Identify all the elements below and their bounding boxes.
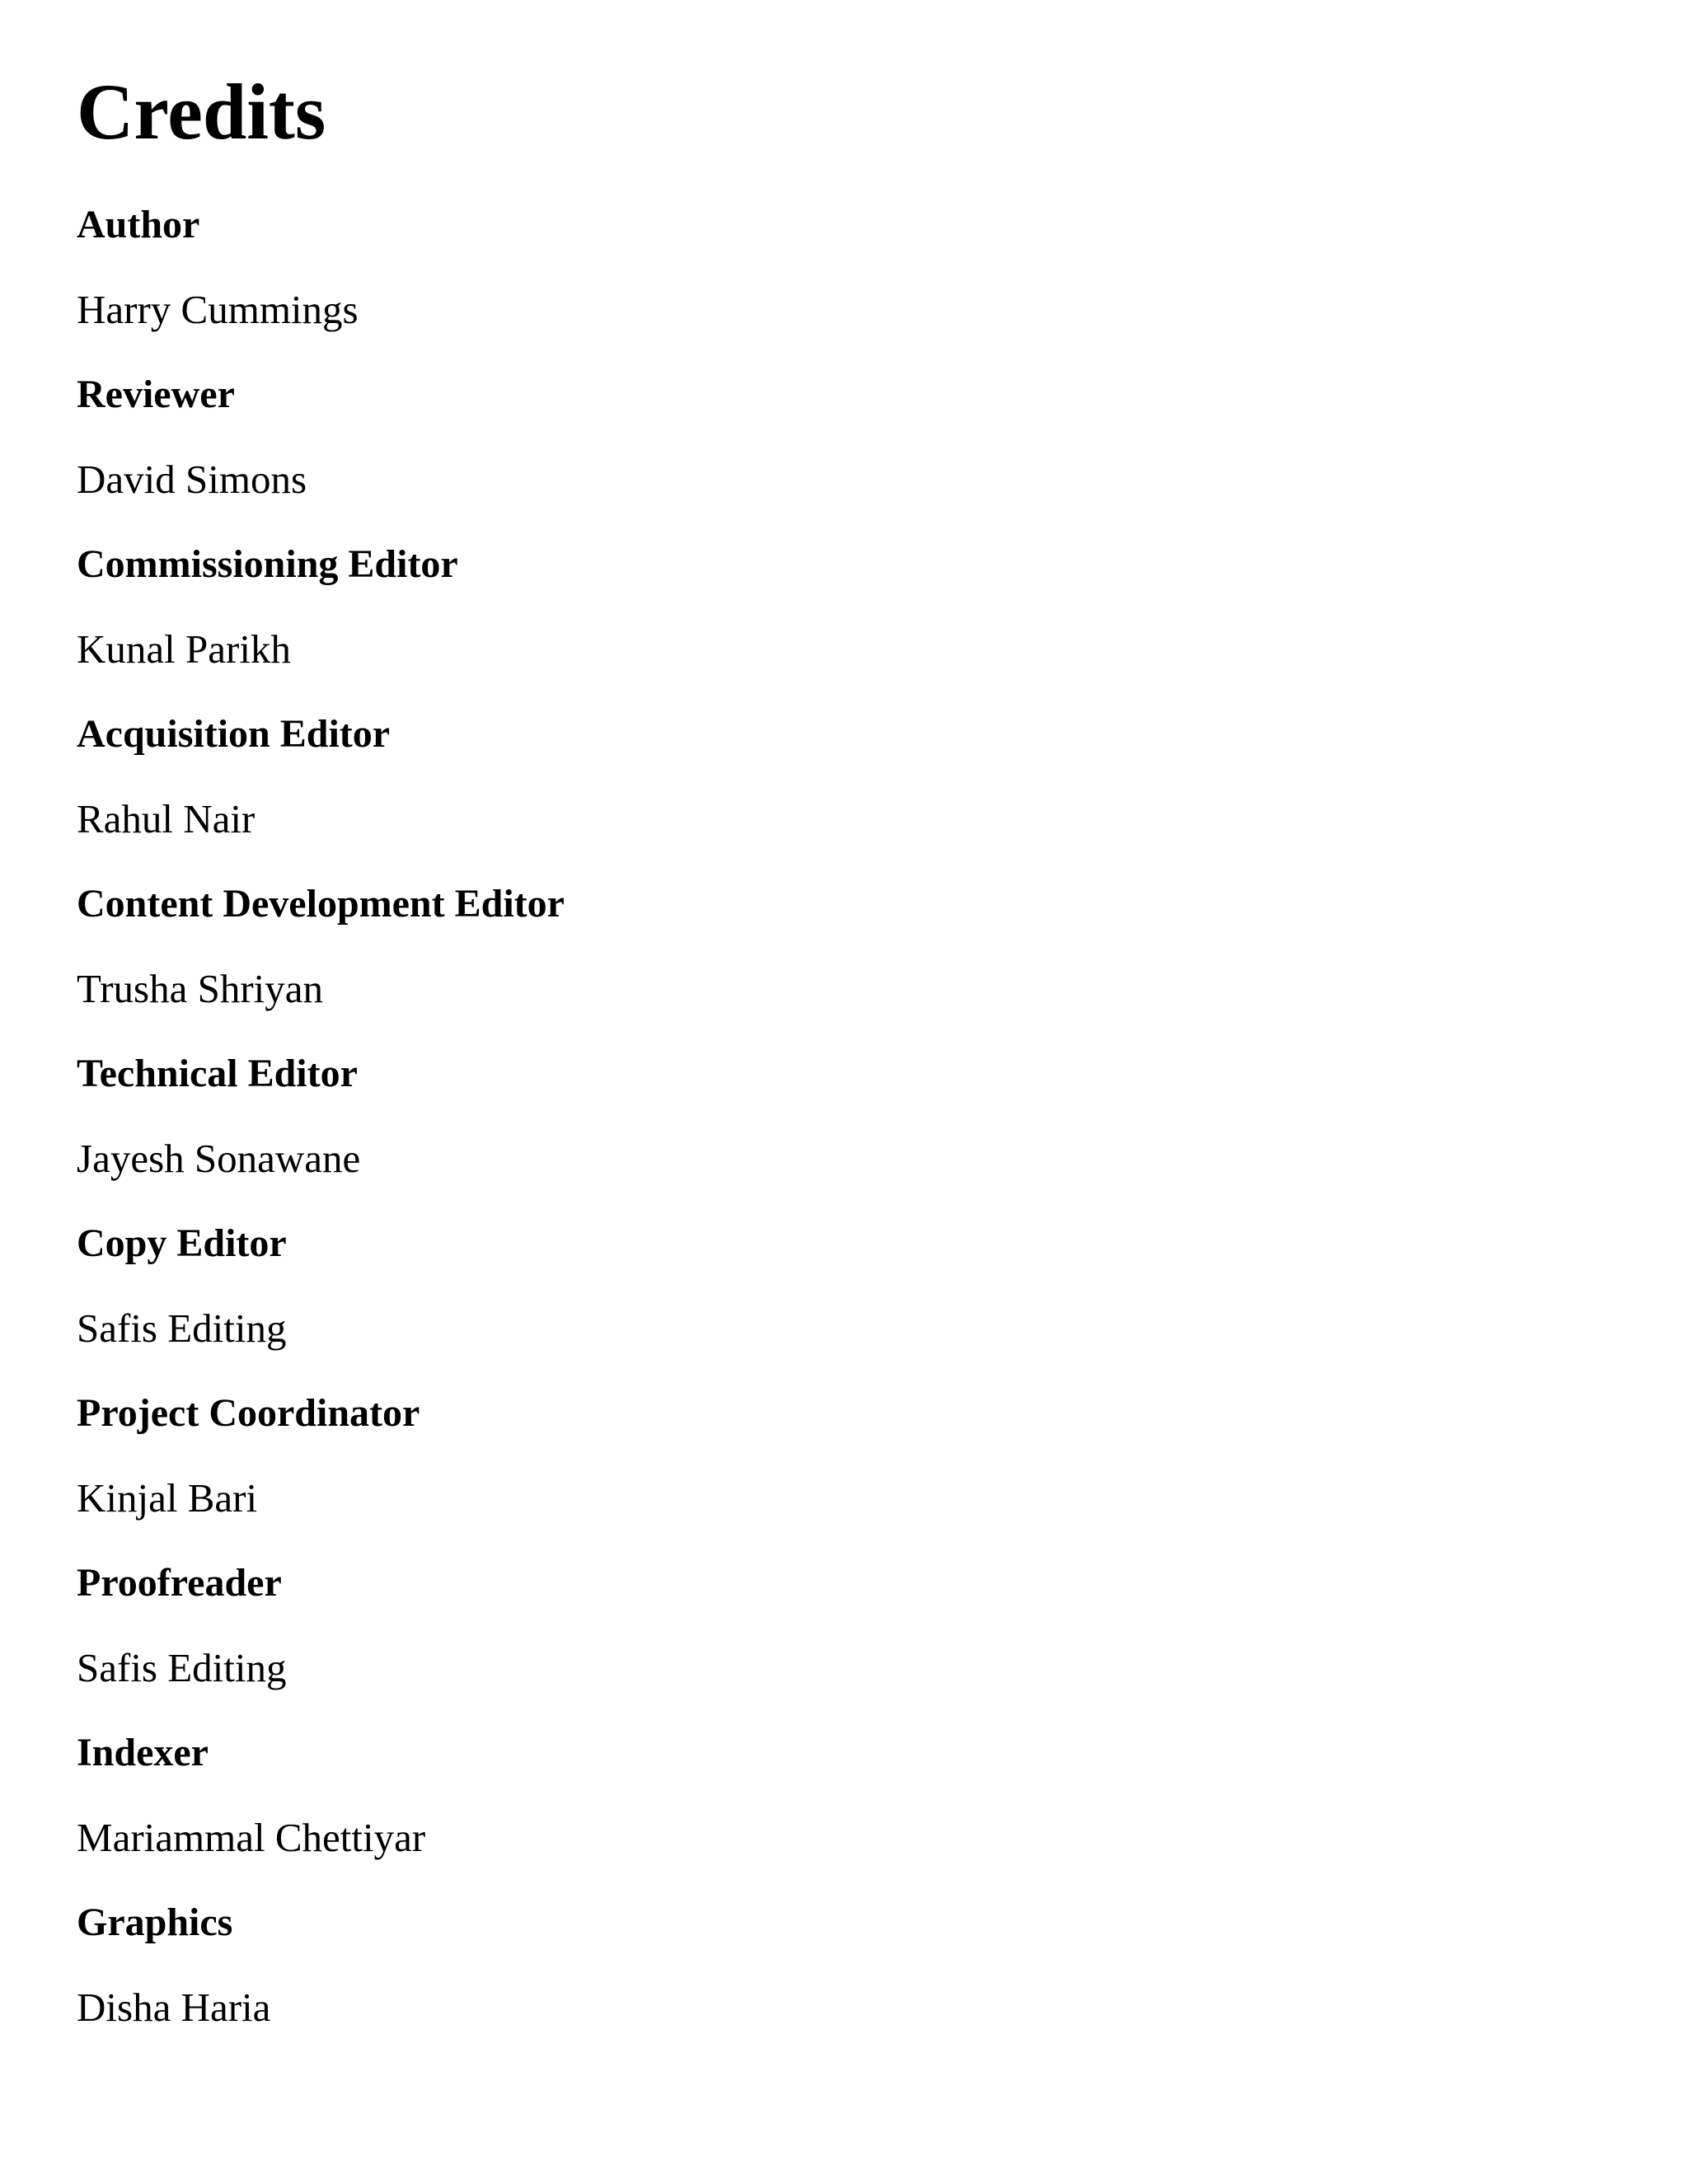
credit-name-commissioning-editor: Kunal Parikh — [77, 626, 291, 672]
credit-role-proofreader: Proofreader — [77, 1561, 282, 1605]
credit-name-technical-editor: Jayesh Sonawane — [77, 1136, 361, 1181]
credit-role-project-coordinator: Project Coordinator — [77, 1391, 420, 1435]
credit-role-content-development-editor: Content Development Editor — [77, 882, 565, 926]
page-title: Credits — [77, 68, 326, 156]
credit-name-author: Harry Cummings — [77, 287, 359, 332]
credit-name-graphics: Disha Haria — [77, 1985, 271, 2030]
credit-name-indexer: Mariammal Chettiyar — [77, 1815, 426, 1860]
credits-list — [77, 196, 1560, 2064]
credit-name-acquisition-editor: Rahul Nair — [77, 796, 256, 841]
credit-name-copy-editor: Safis Editing — [77, 1305, 287, 1351]
credit-role-copy-editor: Copy Editor — [77, 1221, 287, 1265]
credit-name-proofreader: Safis Editing — [77, 1645, 287, 1690]
credit-name-content-development-editor: Trusha Shriyan — [77, 966, 324, 1011]
credit-role-technical-editor: Technical Editor — [77, 1052, 358, 1095]
credit-role-reviewer: Reviewer — [77, 373, 235, 416]
credit-role-graphics: Graphics — [77, 1900, 233, 1944]
credit-role-acquisition-editor: Acquisition Editor — [77, 712, 391, 756]
credit-role-commissioning-editor: Commissioning Editor — [77, 542, 458, 586]
credit-role-indexer: Indexer — [77, 1731, 209, 1774]
credit-name-reviewer: David Simons — [77, 457, 307, 502]
credit-name-project-coordinator: Kinjal Bari — [77, 1475, 258, 1521]
credit-role-author: Author — [77, 203, 200, 246]
